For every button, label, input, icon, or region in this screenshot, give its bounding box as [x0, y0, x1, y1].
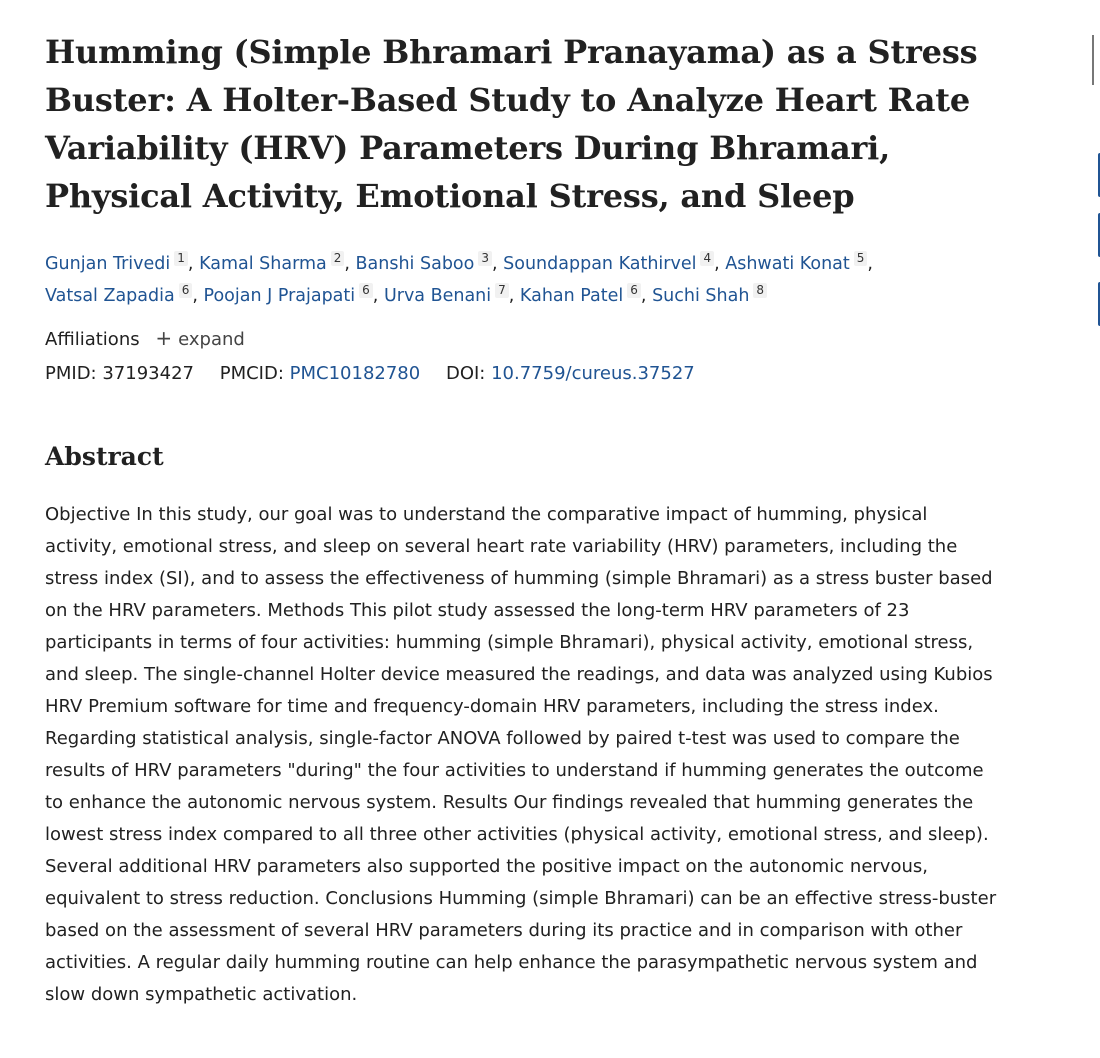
affiliation-number-badge[interactable]: 6 [359, 283, 373, 298]
author-link[interactable]: Poojan J Prajapati [203, 286, 356, 306]
author-link[interactable]: Kahan Patel [519, 286, 624, 306]
author-link[interactable]: Banshi Saboo [355, 254, 475, 274]
author-separator: , [491, 254, 498, 274]
author-separator: , [714, 254, 720, 274]
pmid-group [45, 363, 200, 384]
expand-label: expand [178, 329, 245, 350]
affiliation-number-badge[interactable]: 6 [627, 283, 641, 298]
right-sidebar-edge [1092, 0, 1100, 1058]
author-separator: , [192, 286, 198, 306]
pmcid-label: PMCID: [219, 363, 284, 384]
affiliation-number-badge[interactable]: 8 [753, 283, 767, 298]
doi-group [446, 363, 695, 384]
affiliations-label: Affiliations [45, 329, 140, 350]
pmid-value: 37193427 [102, 363, 194, 384]
article-main [45, 28, 1035, 1011]
author-separator: , [187, 254, 194, 274]
author-link[interactable]: Ashwati Konat [725, 254, 850, 274]
plus-icon: + [155, 326, 173, 350]
article-identifiers [45, 361, 1035, 387]
sidebar-divider [1092, 35, 1094, 85]
affiliation-number-badge[interactable]: 2 [331, 251, 345, 266]
author-link[interactable]: Gunjan Trivedi [45, 254, 171, 274]
pmcid-group [220, 363, 426, 384]
abstract-text: Objective In this study, our goal was to understand the comparative impact of humming, physical activity, emotional stress, and sleep on several heart rate variability (HRV) parameters, including the stress index (SI), and to assess the effectiveness of humming (simple Bhramari) as a stress buster based on the HRV parameters. Methods This pilot study assessed the long-term HRV parameters of 23 participants in terms of four activities: humming (simple Bhramari), physical activity, emotional stress, and sleep. The single-channel Holter device measured the readings, and data was analyzed using Kubios HRV Premium software for time and frequency-domain HRV parameters, including the stress index. Regarding statistical analysis, single-factor ANOVA followed by paired t-test was used to compare the results of HRV parameters "during" the four activities to understand if humming generates the outcome to enhance the autonomic nervous system. Results Our findings revealed that humming generates the lowest stress index compared to all three other activities (physical activity, emotional stress, and sleep). Several additional HRV parameters also supported the positive impact on the autonomic nervous, equivalent to stress reduction. Conclusions Humming (simple Bhramari) can be an effective stress-buster based on the assessment of several HRV parameters during its practice and in comparison with other activities. A regular daily humming routine can help enhance the parasympathetic nervous system and slow down sympathetic activation. [45, 504, 997, 1005]
article-title: Humming (Simple Bhramari Pranayama) as a Stress Buster: A Holter-Based Study to Analyze Heart Rate Variability (HRV) Parameters During Bhramari, Physical Activity, Emotional Stress, and Sleep [45, 33, 978, 215]
affiliations-row [45, 325, 1035, 353]
affiliation-number-badge[interactable]: 3 [478, 251, 492, 266]
pmcid-link[interactable]: PMC10182780 [289, 363, 421, 384]
affiliation-number-badge[interactable]: 4 [700, 251, 714, 266]
author-link[interactable]: Soundappan Kathirvel [503, 254, 697, 274]
abstract-heading: Abstract [45, 442, 164, 471]
doi-label: DOI: [445, 363, 486, 384]
author-separator: , [640, 286, 647, 306]
affiliation-number-badge[interactable]: 5 [854, 251, 868, 266]
expand-affiliations-button[interactable] [155, 326, 245, 350]
author-separator: , [344, 254, 350, 274]
affiliation-number-badge[interactable]: 6 [179, 283, 193, 298]
author-list [45, 248, 1035, 312]
author-link[interactable]: Kamal Sharma [199, 254, 327, 274]
author-separator: , [372, 286, 379, 306]
doi-link[interactable]: 10.7759/cureus.37527 [491, 363, 695, 384]
author-separator: , [508, 286, 515, 306]
author-separator: , [867, 254, 873, 274]
affiliation-number-badge[interactable]: 7 [495, 283, 509, 298]
author-link[interactable]: Urva Benani [383, 286, 492, 306]
author-link[interactable]: Suchi Shah [652, 286, 750, 306]
author-link[interactable]: Vatsal Zapadia [45, 286, 175, 306]
pmid-label: PMID: [45, 363, 97, 384]
affiliation-number-badge[interactable]: 1 [174, 251, 188, 266]
